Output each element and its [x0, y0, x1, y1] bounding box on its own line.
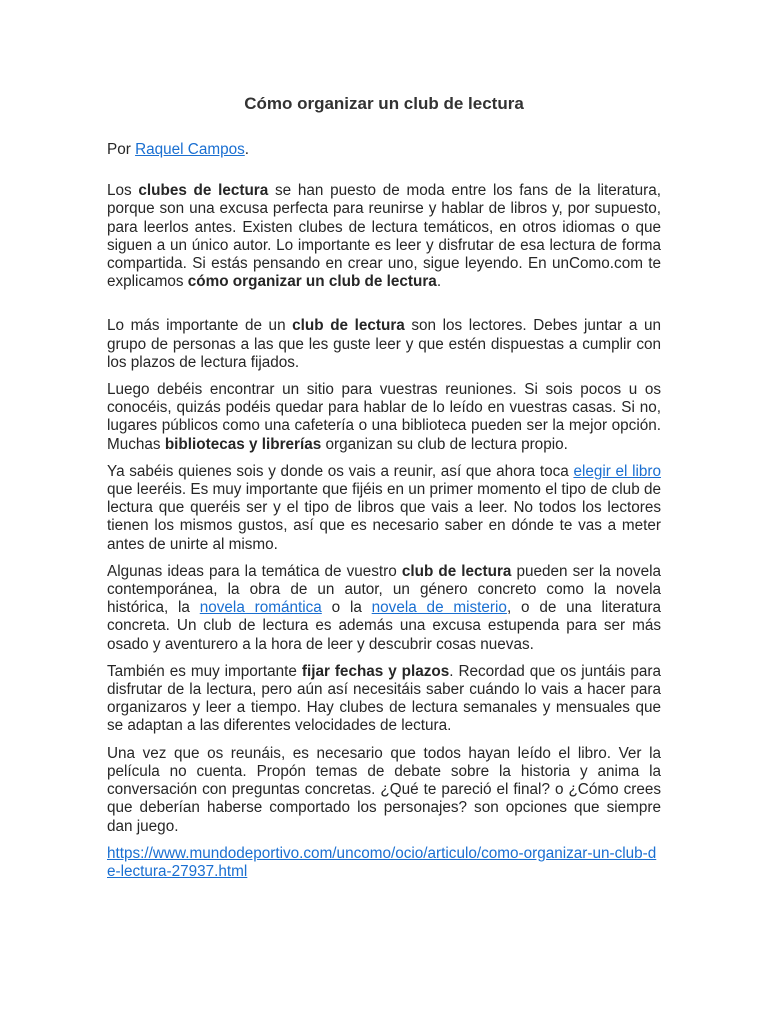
paragraph-intro [107, 182, 661, 291]
paragraph-meeting [107, 745, 661, 836]
romance-novel-link[interactable]: novela romántica [199, 599, 322, 617]
author-link[interactable]: Raquel Campos [135, 141, 245, 158]
paragraph-choose-book [107, 463, 661, 554]
source-paragraph [107, 845, 661, 881]
text-run: Ya sabéis quienes sois y donde os vais a reunir, así que ahora toca [107, 462, 574, 480]
document-title: Cómo organizar un club de lectura [244, 94, 524, 113]
bold-run: bibliotecas y librerías [164, 435, 322, 453]
text-run: También es muy importante [107, 662, 302, 680]
text-run: son los lectores. Debes juntar a un grupo de personas a las que les guste leer y que estén dispuestas a cumplir con los plazos de lectura fijados. [107, 317, 661, 371]
text-run: . [436, 273, 442, 291]
paragraph-readers [107, 317, 661, 372]
byline-prefix: Por [107, 141, 136, 158]
bold-run: club de lectura [292, 317, 405, 335]
text-run: . Recordad que os juntáis para disfrutar de la lectura, pero aún así necesitáis saber cuándo lo vais a hacer para organizaros y leer a tiempo. Hay clubes de lectura semanales y mensuales que se adaptan a las diferentes velocidades de lectura. [107, 662, 661, 735]
text-run: organizan su club de lectura propio. [321, 435, 568, 453]
byline [107, 141, 661, 159]
mystery-novel-link[interactable]: novela de misterio [371, 599, 507, 617]
text-run: Lo más importante de un [107, 317, 293, 335]
text-run: Los [107, 182, 139, 200]
byline-suffix: . [244, 141, 249, 158]
bold-run: club de lectura [401, 562, 512, 580]
paragraph-themes [107, 563, 661, 654]
bold-run: cómo organizar un club de lectura [187, 273, 437, 291]
text-run: , o de una literatura concreta. Un club de lectura es además una excusa estupenda para ser más osado y aventurero a la hora de leer y descubrir cosas nuevas. [107, 599, 661, 653]
text-run: pueden ser la novela contemporánea, la obra de un autor, un género concreto como la novela histórica, la [107, 562, 661, 617]
text-run: que leeréis. Es muy importante que fijéis en un primer momento el tipo de club de lectura que queréis ser y el tipo de libros que vais a leer. No todos los lectores tienen los mismos gustos, así que es necesario saber en dónde te vas a meter antes de unirte al mismo. [107, 481, 661, 553]
bold-run: fijar fechas y plazos [301, 662, 450, 680]
source-url-link[interactable]: https://www.mundodeportivo.com/uncomo/ocio/articulo/como-organizar-un-club-de-lectura-27937.html [107, 844, 657, 880]
bold-run: clubes de lectura [138, 182, 269, 200]
text-run: Luego debéis encontrar un sitio para vuestras reuniones. Si sois pocos u os conocéis, quizás podéis quedar para hablar de lo leído en vuestras casas. Si no, lugares públicos como una cafetería o una biblioteca pueden ser la mejor opción. Muchas [107, 381, 661, 453]
choose-book-link[interactable]: elegir el libro [573, 462, 661, 480]
text-run: o la [321, 599, 372, 617]
text-run: Una vez que os reunáis, es necesario que todos hayan leído el libro. Ver la película no cuenta. Propón temas de debate sobre la historia y anima la conversación con preguntas concretas. ¿Qué te pareció el final? o ¿Cómo crees que deberían haberse comportado los personajes? son opciones que siempre dan juego. [107, 744, 661, 835]
text-run: se han puesto de moda entre los fans de la literatura, porque son una excusa perfecta para reunirse y hablar de libros y, por supuesto, para leerlos antes. Existen clubes de lectura temáticos, en otros idiomas o que siguen a un único autor. Lo importante es leer y disfrutar de esa lectura de forma compartida. Si estás pensando en crear uno, sigue leyendo. En unComo.com te explicamos [107, 182, 661, 291]
paragraph-venue [107, 381, 661, 454]
paragraph-dates [107, 663, 661, 736]
document-body [107, 141, 661, 881]
text-run: Algunas ideas para la temática de vuestro [107, 562, 402, 580]
